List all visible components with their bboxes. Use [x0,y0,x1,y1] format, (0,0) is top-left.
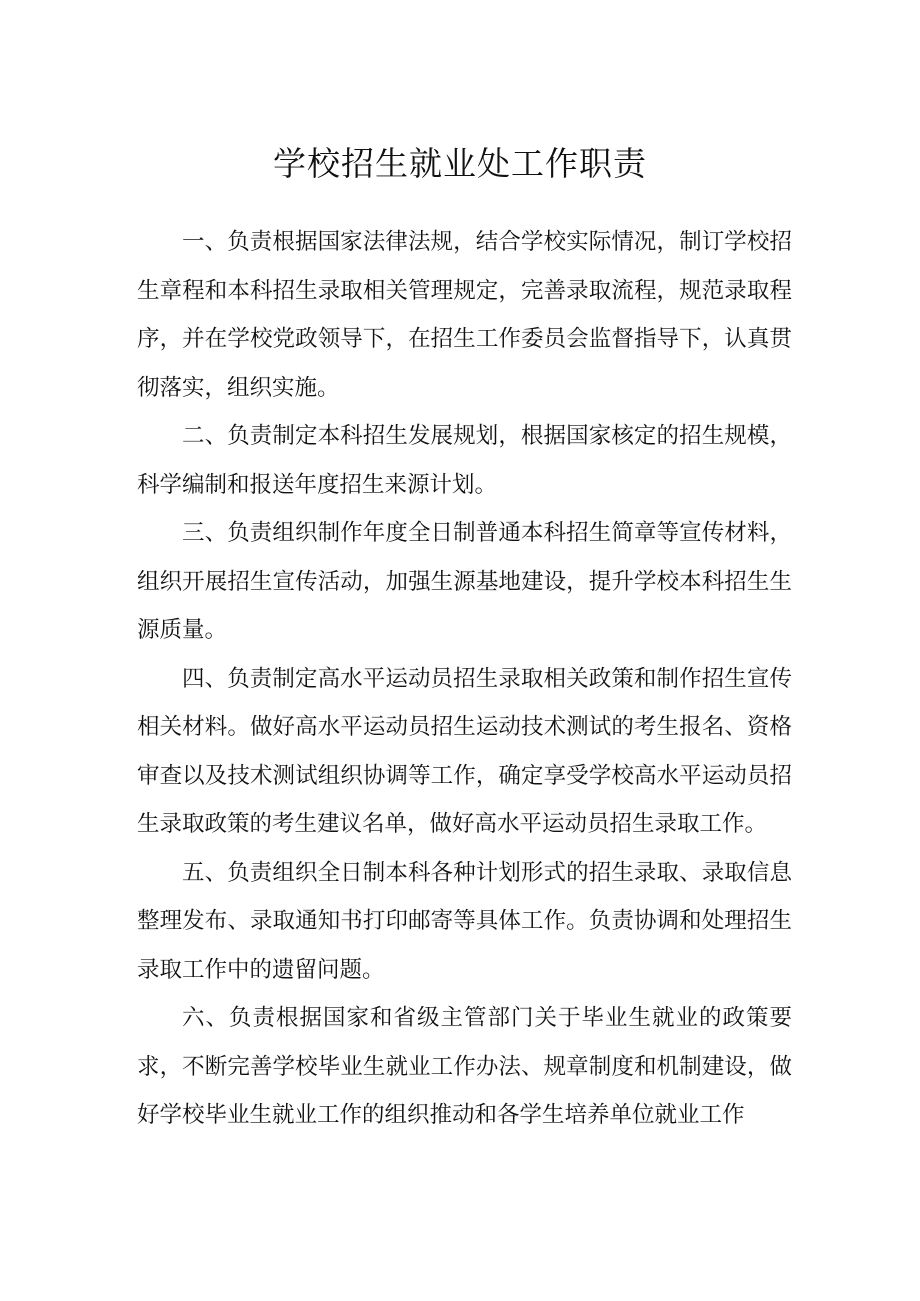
document-title: 学校招生就业处工作职责 [273,144,647,183]
document-body [137,218,792,1140]
paragraph-5: 五、负责组织全日制本科各种计划形式的招生录取、录取信息整理发布、录取通知书打印邮寄等具体工作。负责协调和处理招生录取工作中的遗留问题。 [137,859,792,983]
paragraph-4: 四、负责制定高水平运动员招生录取相关政策和制作招生宣传相关材料。做好高水平运动员招生运动技术测试的考生报名、资格审查以及技术测试组织协调等工作，确定享受学校高水平运动员招生录取政策的考生建议名单，做好高水平运动员招生录取工作。 [137,665,792,837]
paragraph-3: 三、负责组织制作年度全日制普通本科招生简章等宣传材料，组织开展招生宣传活动，加强生源基地建设，提升学校本科招生生源质量。 [137,520,792,643]
paragraph-1: 一、负责根据国家法律法规，结合学校实际情况，制订学校招生章程和本科招生录取相关管理规定，完善录取流程，规范录取程序，并在学校党政领导下，在招生工作委员会监督指导下，认真贯彻落实，组织实施。 [137,229,792,401]
paragraph-2: 二、负责制定本科招生发展规划，根据国家核定的招生规模，科学编制和报送年度招生来源计划。 [137,423,792,498]
paragraph-6: 六、负责根据国家和省级主管部门关于毕业生就业的政策要求，不断完善学校毕业生就业工作办法、规章制度和机制建设，做好学校毕业生就业工作的组织推动和各学生培养单位就业工作 [137,1005,792,1128]
